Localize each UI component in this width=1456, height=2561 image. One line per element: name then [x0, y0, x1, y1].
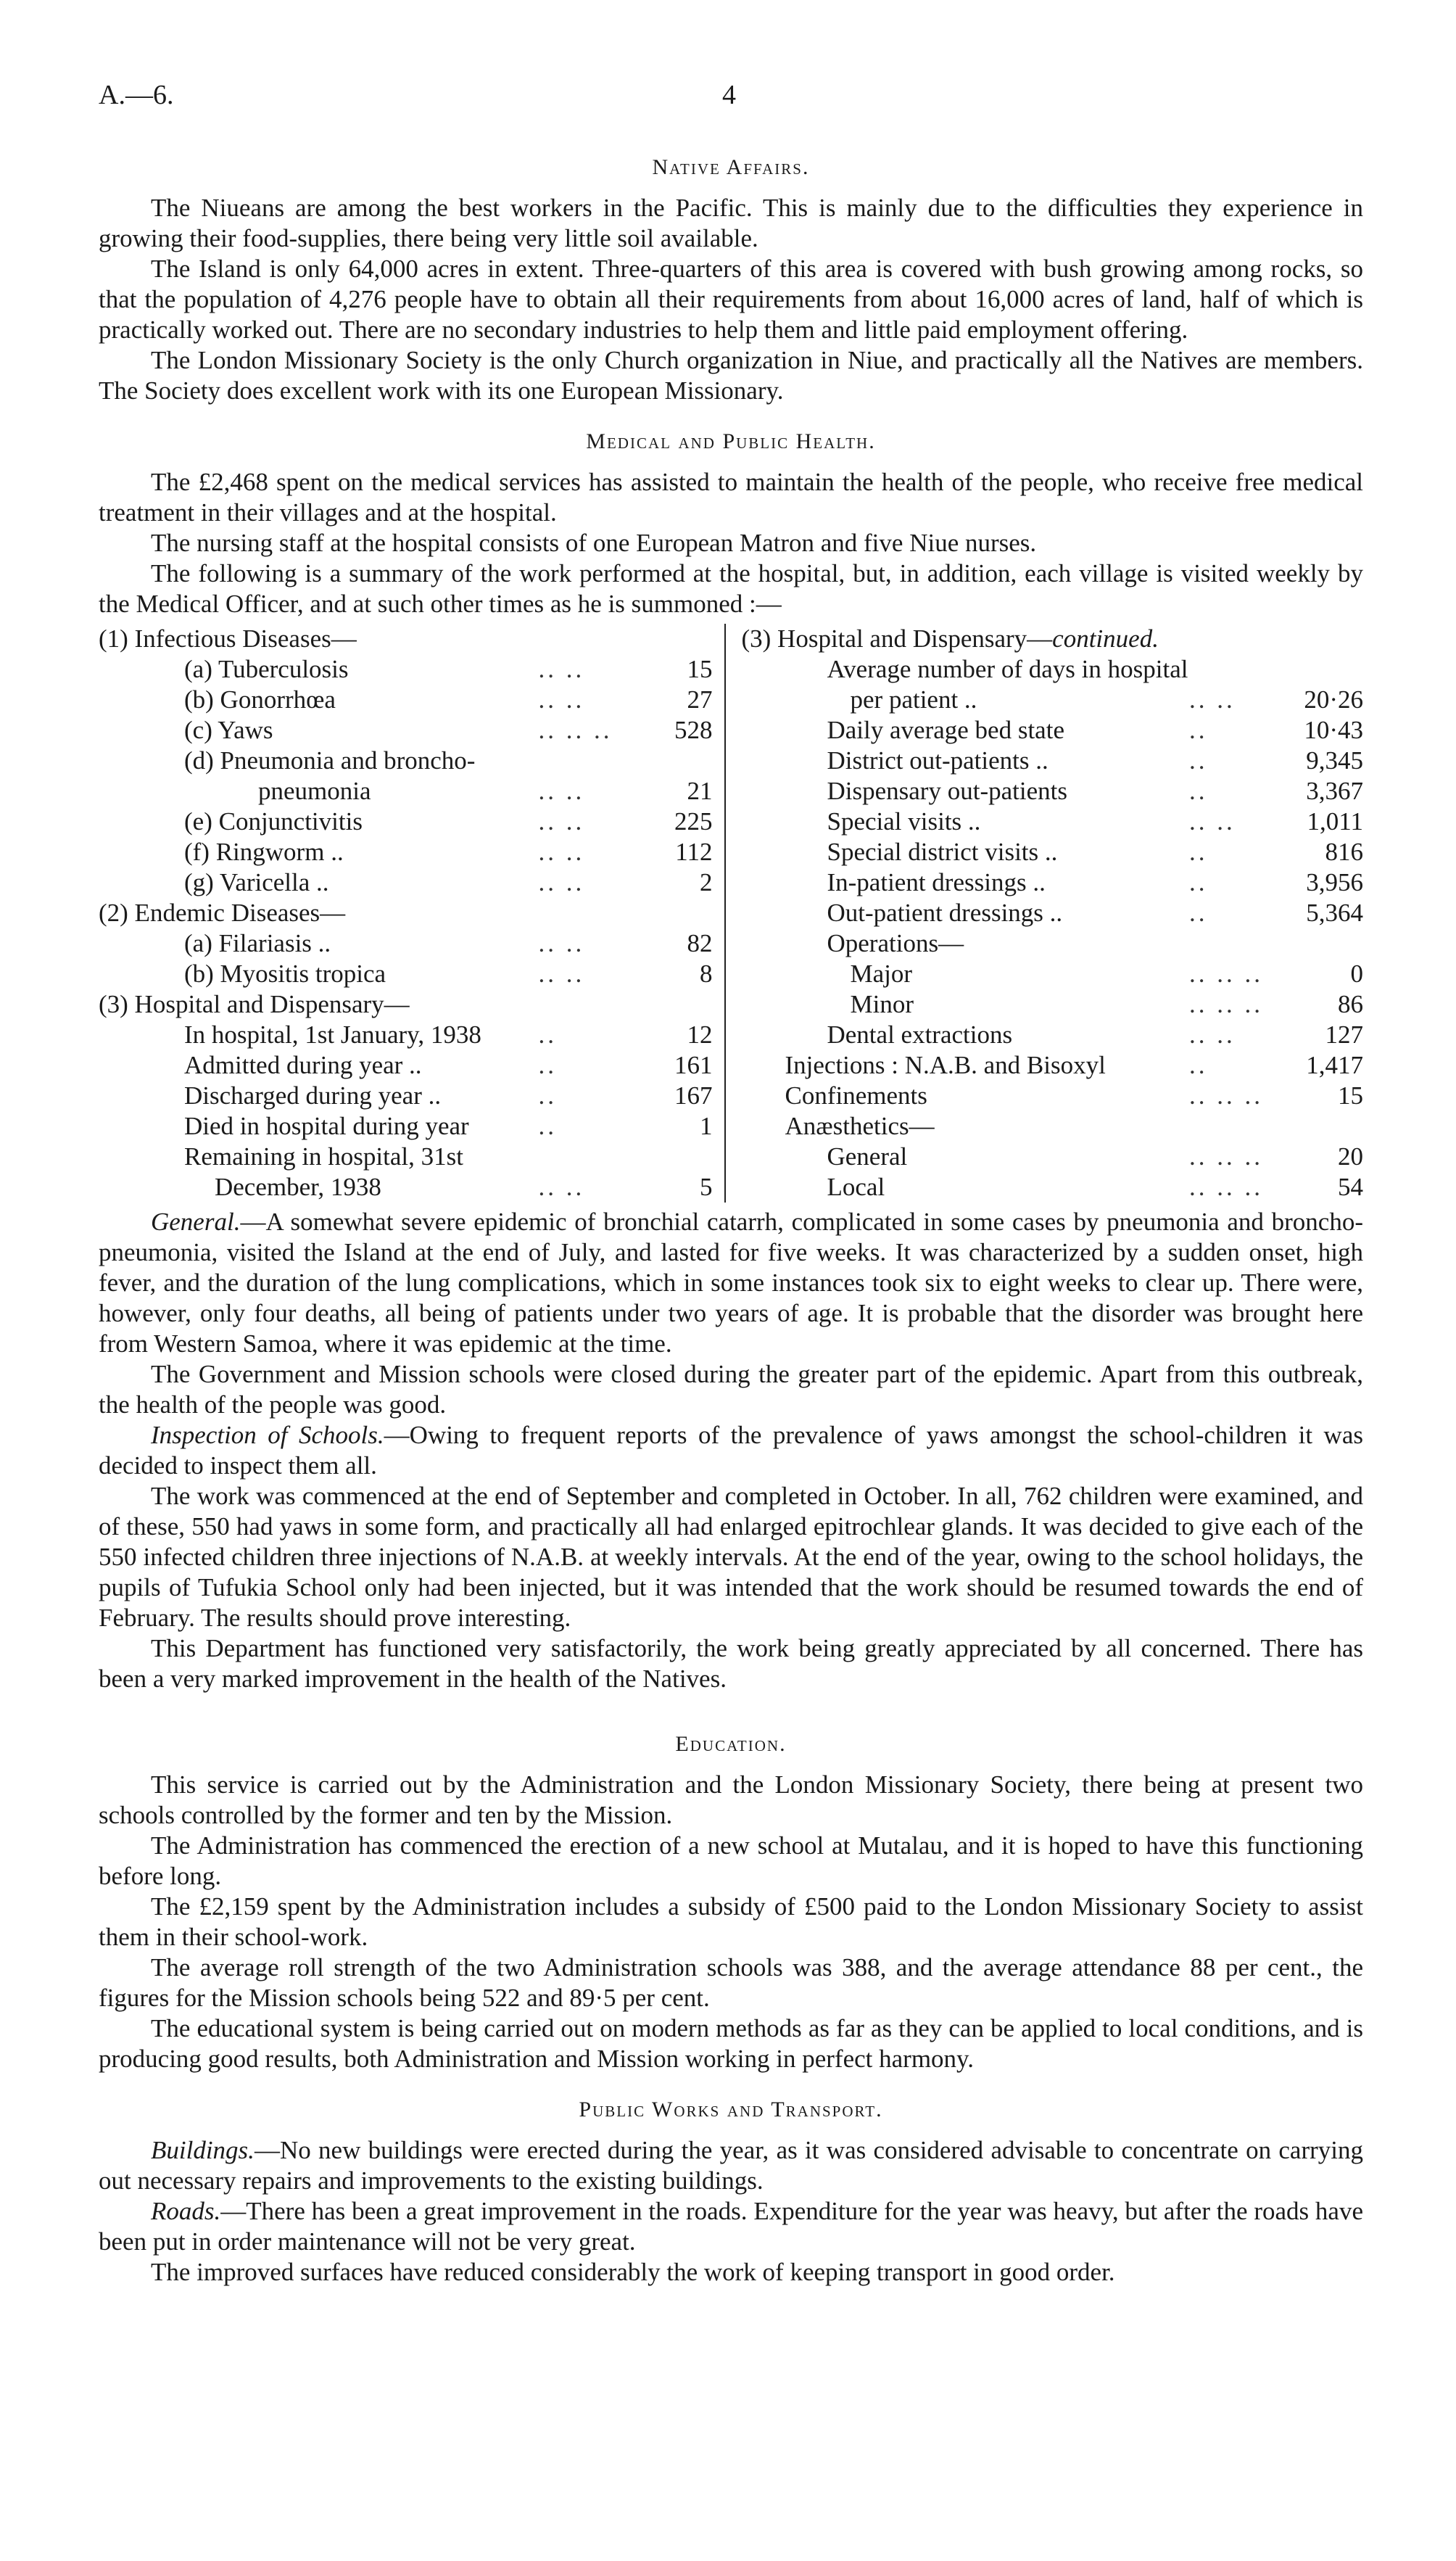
- table-row: Operations—: [827, 929, 964, 957]
- infectious-heading: (1) Infectious Diseases—: [99, 624, 357, 653]
- table-row: Anæsthetics—: [785, 1112, 935, 1140]
- table-row: Daily average bed state .. 10·43: [827, 716, 1363, 744]
- paragraph: The following is a summary of the work performed at the hospital, but, in addition, each village is visited weekly by the Medical Officer, and at such other times as he is summoned :—: [99, 559, 1363, 618]
- endemic-heading: (2) Endemic Diseases—: [99, 899, 346, 927]
- hospital-heading: (3) Hospital and Dispensary—: [99, 990, 410, 1018]
- table-row: (d) Pneumonia and broncho-: [184, 746, 476, 775]
- table-row: Dental extractions .. .. 127: [827, 1020, 1363, 1049]
- section-title-native-affairs: Native Affairs.: [652, 155, 810, 179]
- table-row: (b) Gonorrhœa .. .. 27: [184, 685, 713, 714]
- section-title-education: Education.: [675, 1732, 787, 1756]
- table-row: Out-patient dressings .. .. 5,364: [827, 899, 1363, 927]
- table-row: Special visits .. .. .. 1,011: [827, 807, 1363, 836]
- table-row: Dispensary out-patients .. 3,367: [827, 777, 1363, 805]
- paragraph-inspection: Inspection of Schools.—Owing to frequent reports of the prevalence of yaws amongst the school-children it was decided to inspect them all.: [99, 1421, 1363, 1480]
- table-row: Minor .. .. .. 86: [850, 990, 1363, 1018]
- table-row: Remaining in hospital, 31st: [184, 1142, 463, 1171]
- paragraph: The average roll strength of the two Administration schools was 388, and the average attendance 88 per cent., the figures for the Mission schools being 522 and 89·5 per cent.: [99, 1953, 1363, 2012]
- table-row: (a) Tuberculosis .. .. 15: [184, 655, 713, 683]
- table-row: Injections : N.A.B. and Bisoxyl .. 1,417: [785, 1051, 1363, 1079]
- table-row: In hospital, 1st January, 1938 .. 12: [184, 1020, 713, 1049]
- table-row: General .. .. .. 20: [827, 1142, 1363, 1171]
- paragraph: The Niueans are among the best workers in the Pacific. This is mainly due to the difficulties they experience in growing their food-supplies, there being very little soil available.: [99, 194, 1363, 252]
- table-row: Confinements .. .. .. 15: [785, 1081, 1363, 1110]
- page-header: [99, 80, 1363, 123]
- paragraph-roads: Roads.—There has been a great improvement in the roads. Expenditure for the year was heavy, but after the roads have been put in order maintenance will not be very great.: [99, 2197, 1363, 2256]
- table-row: (f) Ringworm .. .. .. 112: [184, 838, 713, 866]
- hospital-continued-heading: (3) Hospital and Dispensary—continued.: [741, 624, 1159, 653]
- summary-right-column: [726, 624, 1364, 1203]
- table-row: (e) Conjunctivitis .. .. 225: [184, 807, 713, 836]
- table-row: (b) Myositis tropica .. .. 8: [184, 960, 713, 988]
- table-row: (c) Yaws .. .. .. 528: [184, 716, 713, 744]
- table-row: (a) Filariasis .. .. .. 82: [184, 929, 713, 957]
- table-row: Discharged during year .. .. 167: [184, 1081, 713, 1110]
- paragraph: The Island is only 64,000 acres in extent. Three-quarters of this area is covered with bush growing among rocks, so that the population of 4,276 people have to obtain all their requirements from about 16,000 acres of land, half of which is practically worked out. There are no secondary industries to help them and little paid employment offering.: [99, 255, 1363, 344]
- paragraph: The £2,159 spent by the Administration includes a subsidy of £500 paid to the London Missionary Society to assist them in their school-work.: [99, 1892, 1363, 1951]
- paragraph: The nursing staff at the hospital consists of one European Matron and five Niue nurses.: [151, 529, 1037, 557]
- paragraph: The £2,468 spent on the medical services has assisted to maintain the health of the people, who receive free medical treatment in their villages and at the hospital.: [99, 468, 1363, 527]
- table-row: Average number of days in hospital: [827, 655, 1188, 683]
- table-row: per patient .. .. .. 20·26: [850, 685, 1363, 714]
- section-title-medical: Medical and Public Health.: [586, 429, 876, 453]
- table-row: Local .. .. .. 54: [827, 1173, 1363, 1201]
- paragraph-buildings: Buildings.—No new buildings were erected during the year, as it was considered advisable to concentrate on carrying out necessary repairs and improvements to the existing buildings.: [99, 2136, 1363, 2195]
- table-row: pneumonia .. .. 21: [258, 777, 713, 805]
- section-title-public-works: Public Works and Transport.: [579, 2098, 883, 2121]
- table-row: Major .. .. .. 0: [850, 960, 1363, 988]
- table-row: District out-patients .. .. 9,345: [827, 746, 1363, 775]
- table-row: (g) Varicella .. .. .. 2: [184, 868, 713, 896]
- paragraph: The London Missionary Society is the only Church organization in Niue, and practically all the Natives are members. The Society does excellent work with its one European Missionary.: [99, 346, 1363, 405]
- table-row: Admitted during year .. .. 161: [184, 1051, 713, 1079]
- table-row: In-patient dressings .. .. 3,956: [827, 868, 1363, 896]
- document-reference: A.—6.: [99, 80, 174, 110]
- page-number: 4: [722, 80, 736, 110]
- summary-left-column: [99, 624, 726, 1203]
- table-row: Died in hospital during year .. 1: [184, 1112, 713, 1140]
- paragraph: The improved surfaces have reduced considerably the work of keeping transport in good order.: [151, 2258, 1115, 2286]
- table-row: Special district visits .. .. 816: [827, 838, 1363, 866]
- paragraph: The Administration has commenced the erection of a new school at Mutalau, and it is hoped to have this functioning before long.: [99, 1831, 1363, 1890]
- medical-summary-table: [99, 624, 1363, 1203]
- paragraph: The Government and Mission schools were closed during the greater part of the epidemic. Apart from this outbreak, the health of the people was good.: [99, 1360, 1363, 1419]
- paragraph: The educational system is being carried out on modern methods as far as they can be applied to local conditions, and is producing good results, both Administration and Mission working in perfect harmony.: [99, 2014, 1363, 2073]
- paragraph: This Department has functioned very satisfactorily, the work being greatly appreciated by all concerned. There has been a very marked improvement in the health of the Natives.: [99, 1634, 1363, 1693]
- table-row: December, 1938 .. .. 5: [215, 1173, 713, 1201]
- paragraph-general: General.—A somewhat severe epidemic of bronchial catarrh, complicated in some cases by pneumonia and broncho-pneumonia, visited the Island at the end of July, and lasted for five weeks. It was characterized by a sudden onset, high fever, and the duration of the lung complications, which in some instances took six to eight weeks to clear up. There were, however, only four deaths, all being of patients under two years of age. It is probable that the disorder was brought here from Western Samoa, where it was epidemic at the time.: [99, 1208, 1363, 1358]
- paragraph: This service is carried out by the Administration and the London Missionary Society, there being at present two schools controlled by the former and ten by the Mission.: [99, 1770, 1363, 1829]
- paragraph: The work was commenced at the end of September and completed in October. In all, 762 children were examined, and of these, 550 had yaws in some form, and practically all had enlarged epitrochlear glands. It was decided to give each of the 550 infected children three injections of N.A.B. at weekly intervals. At the end of the year, owing to the school holidays, the pupils of Tufukia School only had been injected, but it was intended that the work should be resumed towards the end of February. The results should prove interesting.: [99, 1482, 1363, 1632]
